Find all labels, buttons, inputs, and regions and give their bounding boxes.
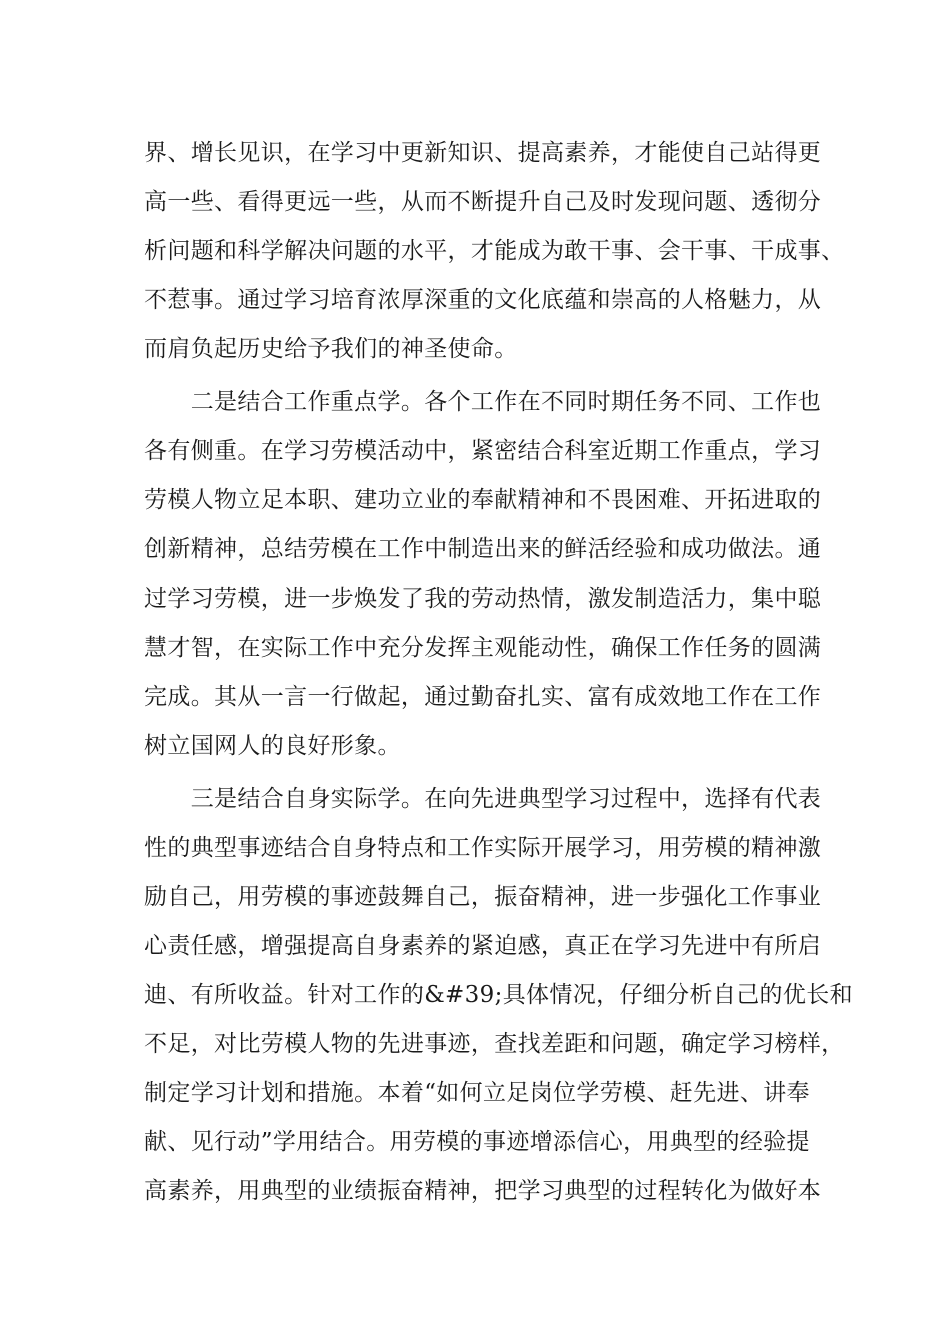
text-line: 不足，对比劳模人物的先进事迹，查找差距和问题，确定学习榜样， [144,1031,845,1057]
text-line: 性的典型事迹结合自身特点和工作实际开展学习，用劳模的精神激 [144,835,822,861]
text-line: 高一些、看得更远一些，从而不断提升自己及时发现问题、透彻分 [144,189,822,215]
text-line: 迪、有所收益。针对工作的&#39;具体情况，仔细分析自己的优长和 [144,982,853,1008]
text-line: 励自己，用劳模的事迹鼓舞自己，振奋精神，进一步强化工作事业 [144,884,822,910]
text-line: 劳模人物立足本职、建功立业的奉献精神和不畏困难、开拓进取的 [144,487,822,513]
text-line: 树立国网人的良好形象。 [144,733,401,759]
text-line: 二是结合工作重点学。各个工作在不同时期任务不同、工作也 [144,389,822,415]
text-line: 过学习劳模，进一步焕发了我的劳动热情，激发制造活力，集中聪 [144,586,822,612]
text-line: 心责任感，增强提高自身素养的紧迫感，真正在学习先进中有所启 [144,933,822,959]
text-line: 三是结合自身实际学。在向先进典型学习过程中，选择有代表 [144,786,822,812]
text-line: 创新精神，总结劳模在工作中制造出来的鲜活经验和成功做法。通 [144,536,822,562]
text-line: 完成。其从一言一行做起，通过勤奋扎实、富有成效地工作在工作 [144,684,822,710]
text-line: 不惹事。通过学习培育浓厚深重的文化底蕴和崇高的人格魅力，从 [144,287,822,313]
text-line: 析问题和科学解决问题的水平，才能成为敢干事、会干事、干成事、 [144,238,845,264]
text-line: 而肩负起历史给予我们的神圣使命。 [144,336,518,362]
text-line: 制定学习计划和措施。本着“如何立足岗位学劳模、赶先进、讲奉 [144,1080,810,1106]
text-line: 高素养，用典型的业绩振奋精神，把学习典型的过程转化为做好本 [144,1178,822,1204]
text-line: 界、增长见识，在学习中更新知识、提高素养，才能使自己站得更 [144,140,822,166]
text-line: 慧才智，在实际工作中充分发挥主观能动性，确保工作任务的圆满 [144,635,822,661]
text-line: 各有侧重。在学习劳模活动中，紧密结合科室近期工作重点，学习 [144,438,822,464]
text-line: 献、见行动”学用结合。用劳模的事迹增添信心，用典型的经验提 [144,1129,810,1155]
